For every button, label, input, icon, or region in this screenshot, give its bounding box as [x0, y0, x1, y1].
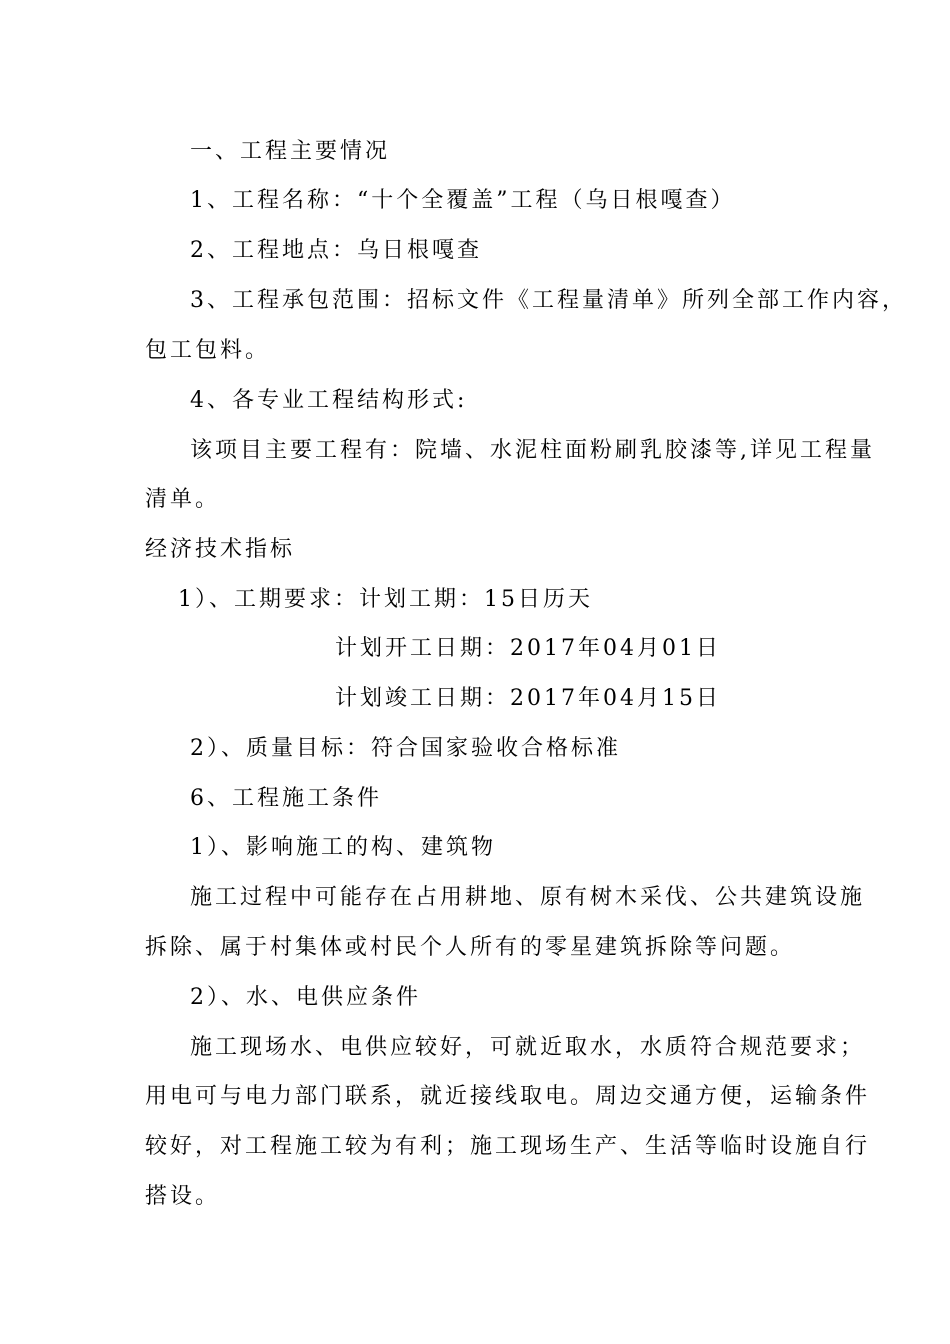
- water-power-line-4: 搭设。: [145, 1184, 221, 1209]
- affected-structures-line-2: 拆除、属于村集体或村民个人所有的零星建筑拆除等问题。: [145, 935, 796, 960]
- water-power-line-2: 用电可与电力部门联系，就近接线取电。周边交通方便，运输条件: [145, 1084, 871, 1109]
- contract-scope-line-2: 包工包料。: [145, 338, 271, 363]
- contract-scope-line-1: 3、工程承包范围：招标文件《工程量清单》所列全部工作内容，: [190, 288, 907, 313]
- project-location: 2、工程地点：乌日根嘎查: [190, 238, 482, 263]
- main-works-line-2: 清单。: [145, 487, 221, 512]
- main-works-line-1: 该项目主要工程有：院墙、水泥柱面粉刷乳胶漆等,详见工程量: [190, 438, 875, 463]
- quality-target: 2）、质量目标：符合国家验收合格标准: [190, 736, 621, 761]
- subheading-affected-structures: 1）、影响施工的构、建筑物: [190, 835, 496, 860]
- heading-technical-indicators: 经济技术指标: [145, 537, 296, 562]
- heading-project-overview: 一、工程主要情况: [190, 139, 391, 164]
- project-name: 1、工程名称：“十个全覆盖”工程（乌日根嘎查）: [190, 188, 736, 213]
- water-power-line-3: 较好，对工程施工较为有利；施工现场生产、生活等临时设施自行: [145, 1134, 871, 1159]
- schedule-requirement: 1）、工期要求：计划工期：15日历天: [178, 587, 593, 612]
- planned-finish-date: 计划竣工日期：2017年04月15日: [335, 686, 721, 711]
- subheading-water-power: 2）、水、电供应条件: [190, 985, 421, 1010]
- structure-forms: 4、各专业工程结构形式:: [190, 388, 468, 413]
- affected-structures-line-1: 施工过程中可能存在占用耕地、原有树木采伐、公共建筑设施: [190, 885, 866, 910]
- planned-start-date: 计划开工日期：2017年04月01日: [335, 636, 721, 661]
- water-power-line-1: 施工现场水、电供应较好，可就近取水，水质符合规范要求；: [190, 1035, 866, 1060]
- heading-construction-conditions: 6、工程施工条件: [190, 786, 382, 811]
